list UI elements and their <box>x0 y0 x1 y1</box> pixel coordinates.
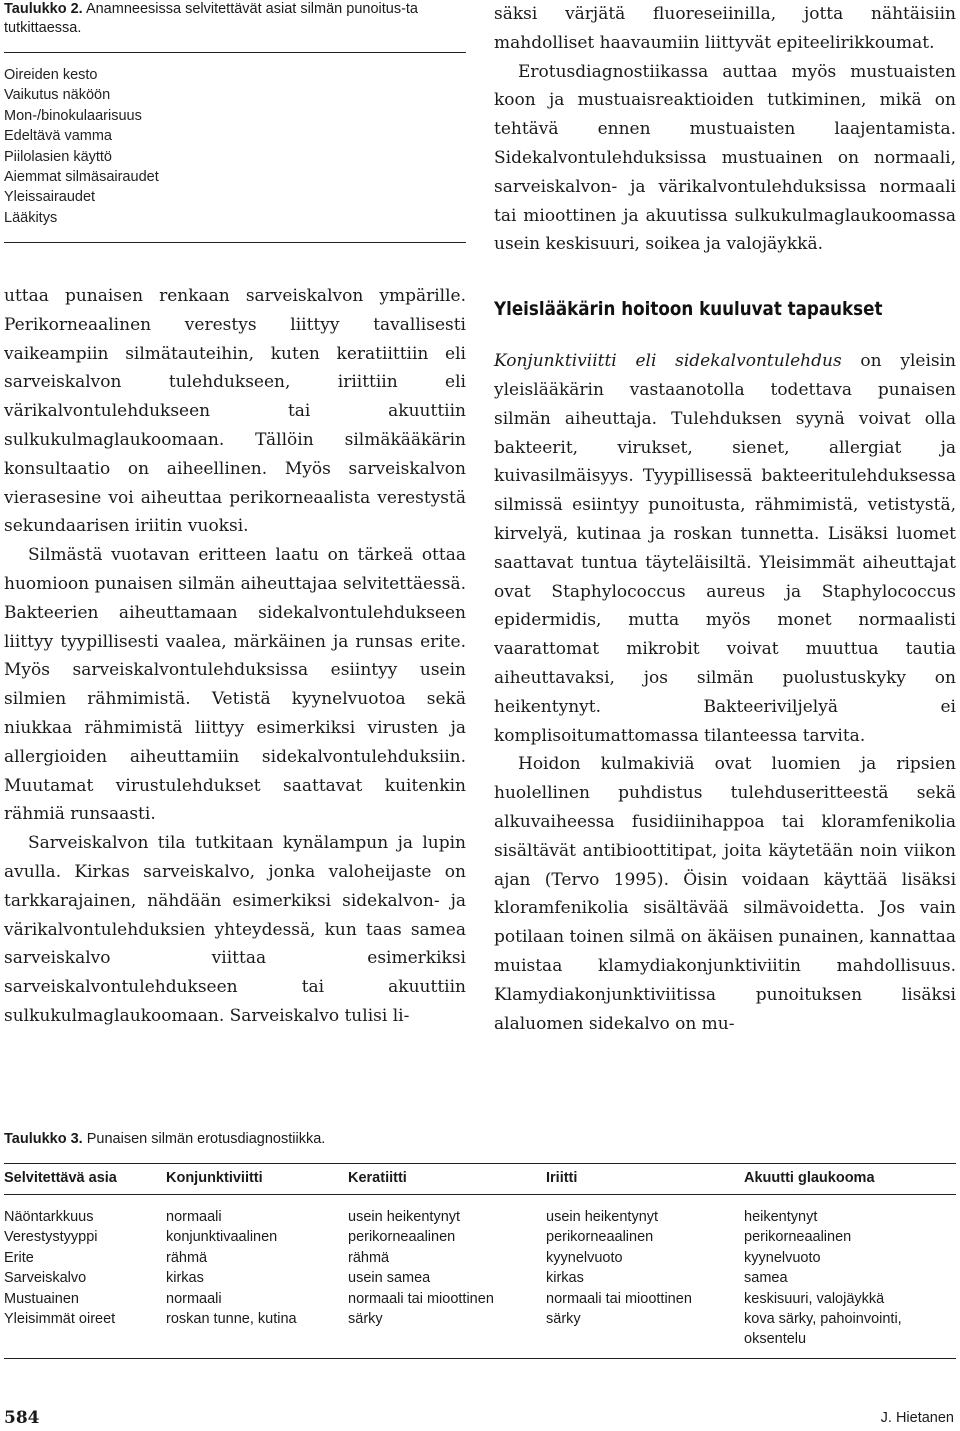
table2-item: Mon-/binokulaarisuus <box>4 107 142 124</box>
left-column <box>4 282 466 1031</box>
table-cell: rähmä <box>348 1249 390 1266</box>
table-row <box>4 1195 956 1228</box>
body-paragraph: uttaa punaisen renkaan sarveiskalvon ympärille. Perikorneaalinen verestys liittyy tavallisesti vaikeampiin silmätauteihin, kuten keratiittiin eli sarveiskalvon tulehdukseen, iriittiin eli värikalvontulehdukseen tai akuuttiin sulkukulmaglaukoomaan. Tällöin silmäkääkärin konsultaatio on aiheellinen. Myös sarveiskalvon vierasesine voi aiheuttaa perikorneaalista verestystä sekundaarisen iriitin vuoksi. <box>4 286 466 537</box>
section-heading: Yleislääkärin hoitoon kuuluvat tapaukset <box>494 298 883 321</box>
table-cell: Mustuainen <box>4 1290 79 1307</box>
table-cell: Yleisimmät oireet <box>4 1309 166 1358</box>
table-cell: keskisuuri, valojäykkä <box>744 1290 885 1307</box>
table-cell: normaali tai mioottinen <box>546 1290 692 1307</box>
table-cell: Sarveiskalvo <box>4 1270 87 1287</box>
table-row <box>4 1309 956 1358</box>
table-row <box>4 1268 956 1288</box>
table-cell: roskan tunne, kutina <box>166 1309 348 1358</box>
table-cell: kirkas <box>166 1270 204 1287</box>
table-cell: samea <box>744 1270 788 1287</box>
table2-item: Oireiden kesto <box>4 67 98 83</box>
table3-caption-text: Punaisen silmän erotusdiagnostiikka. <box>86 1131 326 1147</box>
table2-item: Aiemmat silmäsairaudet <box>4 169 159 186</box>
table2-item: Vaikutus näköön <box>4 87 111 104</box>
table-cell: perikorneaalinen <box>744 1229 852 1246</box>
table-cell: normaali tai mioottinen <box>348 1290 494 1307</box>
body-paragraph: Silmästä vuotavan eritteen laatu on tärkeä ottaa huomioon punaisen silmän aiheuttajaa selvitettäessä. Bakteerien aiheuttamaan sidekalvontulehdukseen liittyy tyypillisesti vaalea, märkäinen ja runsas erite. Myös sarveiskalvontulehduksissa esiintyy usein silmien rähmimistä. Vetistä kyynelvuotoa sekä niukkaa rähmimistä liittyy esimerkiksi virusten ja allergioiden aiheuttamiin sidekalvontulehduksiin. Muutamat virustulehdukset saattavat kuitenkin rähmiä runsaasti. <box>4 545 466 825</box>
table2-box <box>4 0 466 243</box>
table-cell: kirkas <box>546 1270 584 1287</box>
table2-item: Piilolasien käyttö <box>4 148 112 165</box>
table-row <box>4 1248 956 1268</box>
table2-item: Lääkitys <box>4 209 58 226</box>
body-paragraph: Erotusdiagnostiikassa auttaa myös mustuaisten koon ja mustuaisreaktioiden tutkiminen, mikä on tehtävä ennen mustuaisten laajentamista. Sidekalvontulehduksissa mustuainen on normaali, sarveiskalvon- ja värikalvontulehduksissa normaali tai mioottinen ja akuutissa sulkukulmaglaukoomassa usein keskisuuri, soikea ja valojäykkä. <box>494 61 956 255</box>
table-cell: rähmä <box>166 1249 208 1266</box>
table-cell: Verestystyyppi <box>4 1229 98 1246</box>
author-name: J. Hietanen <box>880 1410 954 1426</box>
right-column <box>494 0 956 1038</box>
table-cell: perikorneaalinen <box>546 1229 654 1246</box>
table2-caption-text: Anamneesissa selvitettävät asiat silmän punoitus-ta tutkittaessa. <box>4 1 418 36</box>
page-number: 584 <box>4 1408 40 1428</box>
table3-label: Taulukko 3. <box>4 1131 83 1147</box>
table-cell: Erite <box>4 1249 34 1266</box>
table-cell: normaali <box>166 1209 222 1225</box>
table-cell: usein samea <box>348 1270 431 1287</box>
table-cell: särky <box>546 1309 744 1358</box>
body-paragraph: Sarveiskalvon tila tutkitaan kynälampun ja lupin avulla. Kirkas sarveiskalvo, jonka valoheijaste on tarkkarajainen, nähdään esimerkiksi sidekalvon- ja värikalvontulehduksien yhteydessä, kun taas samea sarveiskalvo viittaa esimerkiksi sarveiskalvontulehdukseen tai akuuttiin sulkukulmaglaukoomaan. Sarveiskalvo tulisi li- <box>4 833 466 1026</box>
column-header: Keratiitti <box>348 1164 546 1195</box>
table-header-row <box>4 1164 956 1195</box>
table-cell: perikorneaalinen <box>348 1229 456 1246</box>
table-cell: Näöntarkkuus <box>4 1209 94 1225</box>
table2-top-rule <box>4 52 466 53</box>
paragraph-text: on yleisin yleislääkärin vastaanotolla todettava punaisen silmän aiheuttaja. Tulehduksen syynä voivat olla bakteerit, virukset, sienet, allergiat ja kuivasilmäisyys. Tyypillisessä bakteeritulehduksessa silmissä esiintyy punoitusta, rähmimistä, vetistystä, kirvelyä, kutinaa ja roskan tunnetta. Lisäksi luomet saattavat tuntua täyteläisiltä. Yleisimmät aiheuttajat ovat Staphylococcus aureus ja Staphylococcus epidermidis, mutta myös monet normaalisti vaarattomat mikrobit voivat muuttua tautia aiheuttavaksi, jos silmän puolustuskyky on heikentynyt. Bakteeriviljelyä ei komplisoitumattomassa tilanteessa tarvita. <box>494 351 956 746</box>
table-row <box>4 1227 956 1247</box>
italic-term: Konjunktiviitti eli sidekalvontulehdus <box>494 351 842 372</box>
column-header: Selvitettävä asia <box>4 1164 166 1195</box>
table-cell: usein heikentynyt <box>348 1209 461 1225</box>
table2-label: Taulukko 2. <box>4 1 83 17</box>
table-cell: särky <box>348 1309 546 1358</box>
table-cell: heikentynyt <box>744 1209 818 1225</box>
table2-caption <box>4 0 466 38</box>
table-cell: kyynelvuoto <box>546 1249 623 1266</box>
table-cell: kova särky, pahoinvointi, oksentelu <box>744 1309 956 1358</box>
table2-item: Yleissairaudet <box>4 189 96 206</box>
table-cell: kyynelvuoto <box>744 1249 821 1266</box>
body-paragraph <box>494 347 956 750</box>
column-header: Akuutti glaukooma <box>744 1164 956 1195</box>
table3-box <box>4 1130 956 1359</box>
table2-item: Edeltävä vamma <box>4 128 112 145</box>
body-paragraph: Hoidon kulmakiviä ovat luomien ja ripsien huolellinen puhdistus tulehduseritteestä sekä alkuvaiheessa fusidiinihappoa tai kloramfenikolia sisältävät antibioottitipat, joita käytetään noin viikon ajan (Tervo 1995). Öisin voidaan käyttää lisäksi kloramfenikolia sisältävää silmävoidetta. Jos vain potilaan toinen silmä on äkäisen punainen, kannattaa muistaa klamydiakonjunktiviitin mahdollisuus. Klamydiakonjunktiviitissa punoituksen lisäksi alaluomen sidekalvo on mu- <box>494 754 956 1034</box>
table2-list <box>4 65 466 228</box>
table2-bottom-rule <box>4 242 466 243</box>
body-paragraph: säksi värjätä fluoreseiinilla, jotta nähtäisiin mahdolliset haavaumiin liittyvät epiteelirikkoumat. <box>494 4 956 53</box>
column-header: Konjunktiviitti <box>166 1164 348 1195</box>
table3-caption <box>4 1130 956 1149</box>
table-cell: normaali <box>166 1290 222 1307</box>
column-header: Iriitti <box>546 1164 744 1195</box>
table-row <box>4 1289 956 1309</box>
table-cell: konjunktivaalinen <box>166 1229 278 1246</box>
table-cell: usein heikentynyt <box>546 1209 659 1225</box>
diagnosis-table <box>4 1163 956 1359</box>
